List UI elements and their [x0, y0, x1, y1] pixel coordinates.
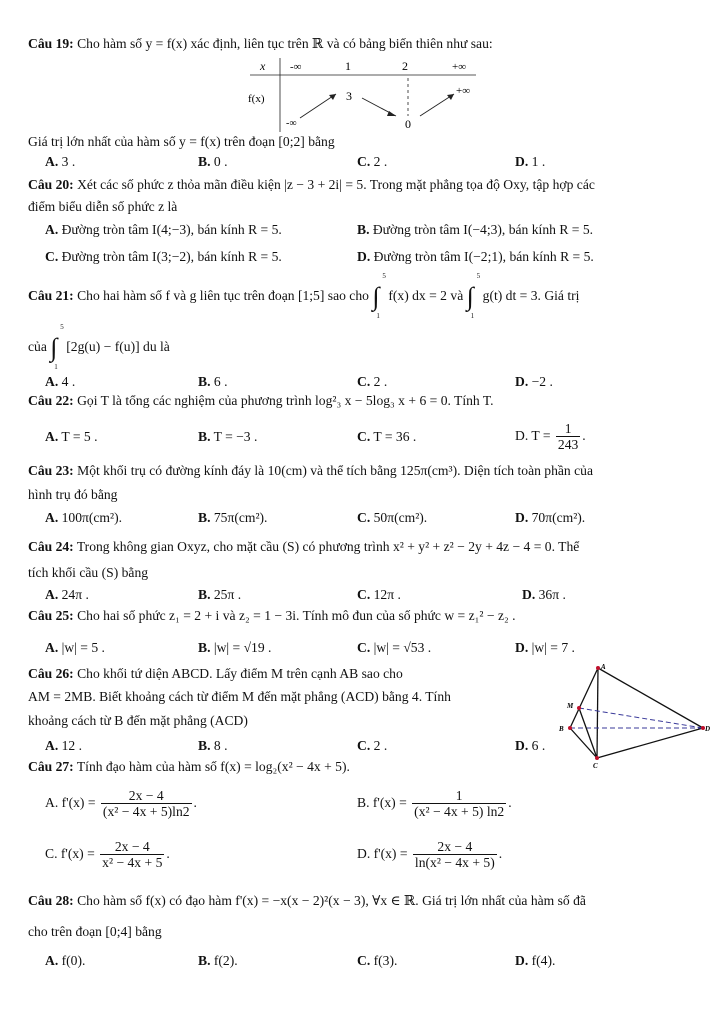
q22-label: Câu 22: — [28, 393, 74, 408]
fraction — [413, 839, 497, 870]
q26-label: Câu 26: — [28, 666, 74, 681]
q23-text: Một khối trụ có đường kính đáy là 10(cm) và thể tích bằng 125π(cm³). Diện tích toàn phần của — [77, 463, 593, 478]
arrowhead — [329, 94, 336, 100]
f-value-3: 0 — [405, 117, 411, 131]
q26-option-c[interactable]: C. 2 . — [357, 738, 388, 753]
q24-text-line2: tích khối cầu (S) bằng — [28, 565, 149, 580]
q26-option-a[interactable]: A. 12 . — [45, 738, 83, 753]
option-prefix: A. f'(x) = — [45, 795, 96, 810]
q25-stem — [28, 607, 516, 624]
q21-option-a[interactable]: A. 4 . — [45, 374, 76, 389]
q21-text-b: của — [28, 339, 47, 354]
q21-label: Câu 21: — [28, 288, 74, 303]
q27-option-d[interactable] — [357, 836, 502, 872]
q19-option-c[interactable]: C. 2 . — [357, 154, 388, 169]
q20-text-line2: điểm biểu diễn số phức z là — [28, 199, 178, 214]
q28-text: Cho hàm số f(x) có đạo hàm f'(x) = −x(x − 2)²(x − 3), ∀x ∈ ℝ. Giá trị lớn nhất của hàm số đã — [77, 893, 586, 908]
increase-arrow-1 — [300, 94, 336, 118]
option-prefix: B. f'(x) = — [357, 795, 407, 810]
q20-option-a[interactable]: A. Đường tròn tâm I(4;−3), bán kính R = 5. — [45, 222, 282, 237]
q24-label: Câu 24: — [28, 539, 74, 554]
integral-sign: ∫ 5 1 — [50, 322, 64, 371]
f-value-4: +∞ — [456, 85, 471, 97]
q24-option-b[interactable]: B. 25π . — [198, 587, 242, 602]
option-letter: D. — [515, 640, 529, 655]
option-letter: D. — [515, 738, 529, 753]
q20-text: Xét các số phức z thỏa mãn điều kiện |z − 3 + 2i| = 5. Trong mặt phẳng tọa độ Oxy, tập hợp các — [77, 177, 595, 192]
option-letter: C. — [357, 640, 371, 655]
q20-option-d[interactable]: D. Đường tròn tâm I(−2;1), bán kính R = 5. — [357, 249, 594, 264]
x-label: x — [260, 59, 266, 73]
q21-option-c[interactable]: C. 2 . — [357, 374, 388, 389]
q24-option-a[interactable]: A. 24π . — [45, 587, 89, 602]
q28-stem — [28, 892, 586, 909]
x-value-4: +∞ — [452, 61, 467, 73]
q21-stem — [28, 271, 580, 320]
option-prefix: D. f'(x) = — [357, 846, 408, 861]
q26-text-line3: khoảng cách từ B đến mặt phẳng (ACD) — [28, 713, 248, 728]
option-letter: B. — [198, 510, 211, 525]
point-c — [595, 756, 599, 760]
edge-ab — [570, 668, 598, 728]
q22-option-a[interactable]: A. T = 5 . — [45, 429, 98, 444]
option-prefix: C. f'(x) = — [45, 846, 95, 861]
q28-option-d[interactable]: D. f(4). — [515, 953, 556, 968]
option-letter: D. — [515, 374, 529, 389]
option-letter: C. — [357, 738, 371, 753]
option-letter: B. — [198, 738, 211, 753]
q24-option-d[interactable]: D. 36π . — [522, 587, 566, 602]
q22-stem — [28, 392, 494, 409]
integral-2: g(t) dt = 3 — [482, 288, 538, 303]
q19-stem — [28, 35, 493, 52]
q28-text-line2: cho trên đoạn [0;4] bằng — [28, 924, 162, 939]
lower-bound: 1 — [376, 311, 380, 320]
q27-option-c[interactable] — [45, 836, 170, 872]
option-letter: A. — [45, 510, 59, 525]
q25-label: Câu 25: — [28, 608, 74, 623]
q25-option-c[interactable]: C. |w| = √53 . — [357, 640, 432, 655]
arrowhead — [447, 94, 454, 100]
f-label: f(x) — [248, 93, 265, 105]
q22-option-b[interactable]: B. T = −3 . — [198, 429, 258, 444]
upper-bound: 5 — [382, 271, 386, 280]
q27-label: Câu 27: — [28, 759, 74, 774]
option-letter: B. — [198, 154, 211, 169]
q22-optd-prefix: D. T = — [515, 428, 551, 443]
q23-option-c[interactable]: C. 50π(cm²). — [357, 510, 428, 525]
option-letter: C. — [357, 510, 371, 525]
variation-table — [240, 54, 480, 134]
numerator: 1 — [556, 421, 580, 437]
q19-question: Giá trị lớn nhất của hàm số y = f(x) trên đoạn [0;2] bằng — [28, 134, 335, 149]
edge-ac — [597, 668, 598, 758]
q19-option-b[interactable]: B. 0 . — [198, 154, 228, 169]
numerator: 2x − 4 — [413, 839, 497, 855]
q27-text: Tính đạo hàm của hàm số f(x) = log₂(x² − 4x + 5). — [76, 759, 350, 774]
point-m — [577, 706, 581, 710]
integral-sign: ∫ 5 1 — [372, 271, 386, 320]
integral-3: [2g(u) − f(u)] du — [66, 339, 157, 354]
denominator: (x² − 4x + 5)ln2 — [102, 804, 190, 820]
label-b: B — [559, 725, 564, 733]
option-letter: D. — [515, 510, 529, 525]
integral-sign: ∫ 5 1 — [466, 271, 481, 320]
q22-optd-suffix: . — [582, 428, 586, 443]
integral-1: f(x) dx = 2 — [388, 288, 447, 303]
q26-text-line2: AM = 2MB. Biết khoảng cách từ điểm M đến mặt phẳng (ACD) bằng 4. Tính — [28, 689, 451, 704]
option-letter: A. — [45, 374, 59, 389]
label-a: A — [601, 663, 606, 671]
q24-text: Trong không gian Oxyz, cho mặt cầu (S) có phương trình x² + y² + z² − 2y + 4z − 4 = 0. Thể — [76, 539, 580, 554]
q28-option-c[interactable]: C. f(3). — [357, 953, 398, 968]
q23-option-a[interactable]: A. 100π(cm²). — [45, 510, 123, 525]
q19-option-a[interactable]: A. 3 . — [45, 154, 76, 169]
q20-label: Câu 20: — [28, 177, 74, 192]
option-letter: B. — [198, 640, 211, 655]
q19-option-d[interactable]: D. 1 . — [515, 154, 546, 169]
option-letter: B. — [198, 953, 211, 968]
fraction — [100, 839, 164, 870]
fraction — [556, 421, 580, 452]
x-value-1: -∞ — [290, 61, 302, 73]
q26-option-d[interactable]: D. 6 . — [515, 738, 546, 753]
option-letter: C. — [357, 953, 371, 968]
option-letter: B. — [357, 222, 370, 237]
q20-option-c[interactable]: C. Đường tròn tâm I(3;−2), bán kính R = 5. — [45, 249, 282, 264]
denominator: 243 — [557, 437, 579, 453]
edge-cd — [597, 728, 703, 758]
upper-bound: 5 — [476, 271, 481, 280]
q21-stem-line2 — [28, 322, 170, 371]
option-letter: B. — [198, 374, 211, 389]
denominator: ln(x² − 4x + 5) — [414, 855, 495, 871]
option-letter: A. — [45, 738, 59, 753]
numerator: 2x − 4 — [101, 788, 192, 804]
option-letter: B. — [198, 587, 211, 602]
fraction — [412, 788, 506, 819]
option-letter: C. — [357, 429, 371, 444]
q19-label: Câu 19: — [28, 36, 74, 51]
option-letter: D. — [357, 249, 371, 264]
q27-option-a[interactable] — [45, 785, 197, 821]
q24-stem — [28, 538, 579, 555]
denominator: (x² − 4x + 5) ln2 — [414, 804, 505, 820]
option-suffix: . — [498, 846, 503, 861]
option-letter: D. — [522, 587, 536, 602]
q22-option-c[interactable]: C. T = 36 . — [357, 429, 417, 444]
point-b — [568, 726, 572, 730]
fraction — [101, 788, 192, 819]
q28-label: Câu 28: — [28, 893, 74, 908]
denominator: x² − 4x + 5 — [102, 855, 163, 871]
f-value-2: 3 — [346, 89, 352, 103]
label-c: C — [593, 762, 598, 770]
option-letter: A. — [45, 587, 59, 602]
q21-text: Cho hai hàm số f và g liên tục trên đoạn [1;5] sao cho — [77, 288, 369, 303]
option-letter: B. — [198, 429, 211, 444]
option-letter: A. — [45, 953, 59, 968]
f-value-1: -∞ — [286, 118, 297, 129]
q21-option-d[interactable]: D. −2 . — [515, 374, 553, 389]
q20-option-b[interactable]: B. Đường tròn tâm I(−4;3), bán kính R = 5. — [357, 222, 594, 237]
option-letter: A. — [45, 154, 59, 169]
option-letter: C. — [45, 249, 59, 264]
tetrahedron-figure — [555, 660, 715, 770]
q23-text-line2: hình trụ đó bằng — [28, 487, 118, 502]
q22-option-d[interactable] — [515, 418, 586, 454]
option-letter: A. — [45, 429, 59, 444]
q23-option-d[interactable]: D. 70π(cm²). — [515, 510, 586, 525]
label-m: M — [567, 702, 574, 710]
option-suffix: . — [508, 795, 512, 810]
option-letter: C. — [357, 154, 371, 169]
lower-bound: 1 — [470, 311, 475, 320]
option-letter: D. — [515, 154, 529, 169]
q27-option-b[interactable] — [357, 785, 512, 821]
segment-mc — [579, 708, 597, 758]
numerator: 2x − 4 — [100, 839, 164, 855]
edge-ad — [598, 668, 703, 728]
q28-option-a[interactable]: A. f(0). — [45, 953, 86, 968]
option-suffix: . — [193, 795, 197, 810]
option-letter: C. — [357, 374, 371, 389]
option-letter: D. — [515, 953, 529, 968]
q26-option-b[interactable]: B. 8 . — [198, 738, 228, 753]
q21-and: và — [450, 288, 464, 303]
q25-option-b[interactable]: B. |w| = √19 . — [198, 640, 272, 655]
q26-stem — [28, 665, 403, 682]
option-suffix: . — [166, 846, 170, 861]
q19-text: Cho hàm số y = f(x) xác định, liên tục trên ℝ và có bảng biến thiên như sau: — [77, 36, 493, 51]
q21-tail-b: là — [160, 339, 170, 354]
lower-bound: 1 — [54, 362, 58, 371]
q20-stem — [28, 176, 595, 193]
q26-text: Cho khối tứ diện ABCD. Lấy điểm M trên cạnh AB sao cho — [77, 666, 403, 681]
q25-option-a[interactable]: A. |w| = 5 . — [45, 640, 105, 655]
label-d: D — [705, 725, 711, 733]
q25-text: Cho hai số phức z₁ = 2 + i và z₂ = 1 − 3i. Tính mô đun của số phức w = z₁² − z₂ . — [77, 608, 516, 623]
x-value-2: 1 — [345, 59, 351, 73]
edge-bc — [570, 728, 597, 758]
q24-option-c[interactable]: C. 12π . — [357, 587, 401, 602]
q25-option-d[interactable]: D. |w| = 7 . — [515, 640, 575, 655]
q23-option-b[interactable]: B. 75π(cm²). — [198, 510, 268, 525]
point-a — [596, 666, 600, 670]
q23-stem — [28, 462, 593, 479]
q21-tail: . Giá trị — [537, 288, 580, 303]
q27-stem — [28, 758, 350, 775]
numerator: 1 — [412, 788, 506, 804]
q21-option-b[interactable]: B. 6 . — [198, 374, 228, 389]
x-value-3: 2 — [402, 59, 408, 73]
option-letter: C. — [357, 587, 371, 602]
option-letter: A. — [45, 222, 59, 237]
q22-text: Gọi T là tổng các nghiệm của phương trình log²₃ x − 5log₃ x + 6 = 0. Tính T. — [77, 393, 494, 408]
q23-label: Câu 23: — [28, 463, 74, 478]
option-letter: A. — [45, 640, 59, 655]
upper-bound: 5 — [60, 322, 64, 331]
q28-option-b[interactable]: B. f(2). — [198, 953, 238, 968]
